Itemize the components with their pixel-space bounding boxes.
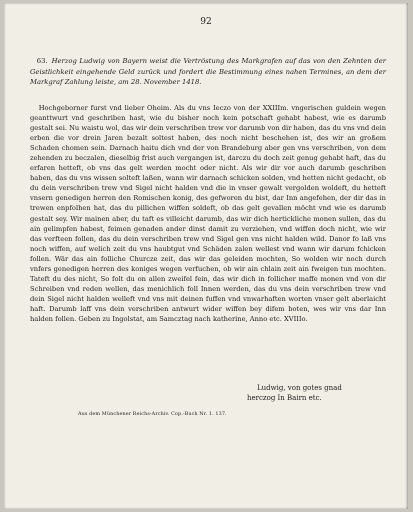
page-number: 92	[200, 17, 212, 27]
signature-block	[247, 383, 342, 404]
document-page	[4, 3, 408, 509]
document-heading	[30, 56, 386, 88]
source-note: Aus dem Münchener Reichs-Archiv. Cop.-Buch Nr. 1. 137.	[78, 411, 227, 417]
letter-body: Hochgeborner furst vnd lieber Oheim. Als du vns Ieczo von der XXIIIm. vngerischen guldein wegen geanttwurt vnd geschriben hast, wie du bisher noch kein potschaft gehabt habest, wie es darumb gestalt sei. Nu waistu wol, das wir dein verschriben trew vor darumb von dir haben, das du vns vnd dein erben die vor drein Jaren bezalt soltest haben, des noch nicht beschehen ist, des wir an großem Schaden chomen sein. Darnach haitu dich vnd der von Brandeburg aber gen vns verschriben, von dem zehenden zu beczalen, dieselbig frist auch vergangen ist, darczu du doch zeit genug gehabt haft, das du erfaren hetteft, ob vns das gelt werden mocht oder nicht. Als wir dir vor auch darumb geschriben haben, das du vns wissen solteft laßen, wann wir darnach schicken solden, vnd hetten nicht gedacht, ob du dein verschriben trew vnd Sigel nicht halden vnd die in vnser gewalt vergolden woldeft, du hetteft vnsern genedigen herren den Romischen konig, des gefworen du bist, dar Inn angefehen, der dir das in trewen enpfolhen hat, das du pillichen wiffen soldeft, ob das gelt gevallen möcht vnd wie es darumb gestalt sey. Wir mainen aber, du taft es villeicht darumb, das wir dich hertickliche monen sullen, das du ain gelimpfen habest, feimen genaden ander dinst damit zu verziehen, vnd wiffen doch nicht, wie wir das verfteen follen, das du dein verschriben trew vnd Sigel gen vns nicht halden wild. Danor fo laß vns noch wiffen, auf welich zeit du vns haubtgut vnd Schäden zalen wellest vnd wann wir darum fchicken follen. Wär das ain folliche Churcze zeit, das wir das geleiden mochten, So wolden wir noch durch vnfers genedigen herren des koniges wegen verfuchen, ob wir ain chlain zeit ain fweigen tun mochten. Tateft du des nicht, So folt du on allen zweifel fein, das wir dich in follicher maffe monen vnd von dir Schreiben vnd reden wellen, das menichlich foll Innen werden, das du vns dein verschriben trew vnd dein Sigel nicht halden welleft vnd vns mit deinen fuffen vnd vnwarhaften worten vnser gelt aberlaicht haft. Darumb laff vns dein verschriben antwurt wider wiffen bey difem boten, wes wir vns dar Inn halden follen. Geben zu Ingolstat, am Samcztag nach katherine, Anno etc. XVIIIo.	[30, 104, 386, 323]
page-edge-shadow	[405, 3, 408, 509]
signature-line-2: herczog In Bairn etc.	[247, 394, 322, 403]
heading-text: Herzog Ludwig von Bayern weist die Vertröstung des Markgrafen auf das von den Zehnten der Geistlichkeit eingehende Geld zurück und fordert die Bestimmung eines nahen Termines, an dem der Markgraf Zahlung leiste, am 28. November 1418.	[30, 57, 386, 87]
signature-line-1: Ludwig, von gotes gnad	[257, 384, 342, 392]
item-number: 63.	[36, 57, 48, 65]
